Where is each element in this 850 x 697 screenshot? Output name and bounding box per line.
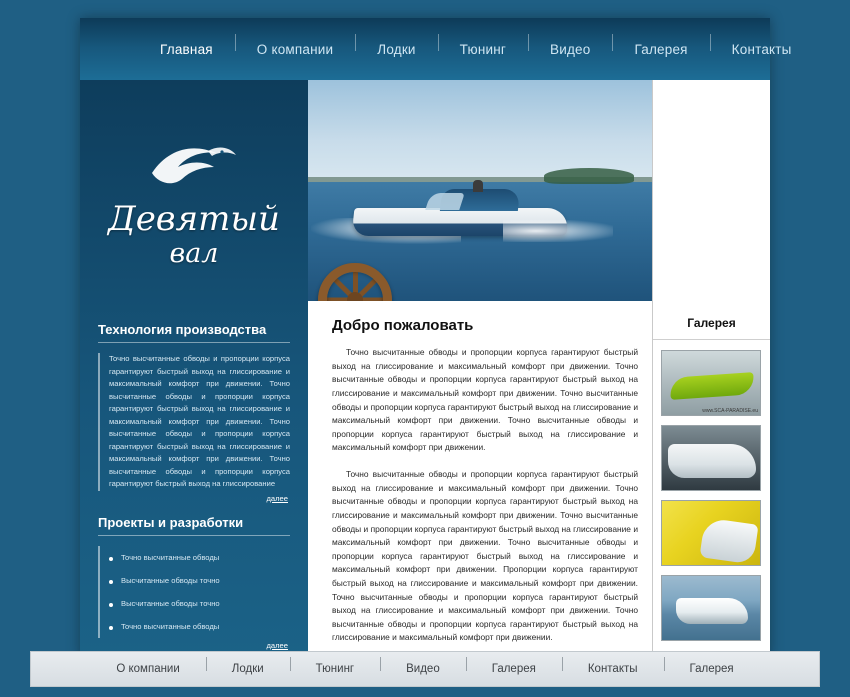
ships-wheel-icon [318,263,392,301]
brand-name [108,199,280,269]
nav-item-gallery[interactable]: Галерея [612,42,709,57]
nav-item-video[interactable]: Видео [528,42,612,57]
footer-navigation [30,651,820,687]
wave-bird-icon [146,139,242,198]
hero-image [308,80,652,301]
gallery-thumbnail-1[interactable] [661,350,761,416]
hero-boat-spray [503,220,613,242]
hero-boat [353,172,583,236]
website-page [80,18,792,658]
nav-item-about[interactable]: О компании [235,42,355,57]
article-paragraph: Точно высчитанные обводы и пропорции корпуса гарантируют быстрый выход на глиссирование и максимальный комфорт при движении. Точно высчитанные обводы и пропорции корпуса гарантируют быстрый выход на глиссирование и максимальный комфорт при движении. Точно высчитанные обводы и пропорции корпуса гарантируют быстрый выход на глиссирование и максимальный комфорт при движении. Точно высчитанные обводы и пропорции корпуса гарантируют быстрый выход на глиссирование и максимальный комфорт при движении. [332,347,638,453]
sidebar-technology-more-link[interactable]: далее [266,493,288,503]
gallery-list [653,340,770,660]
main-article [308,301,652,658]
hero-boat-windshield [425,193,465,210]
footer-item-tuning[interactable]: Тюнинг [290,663,380,675]
footer-item-gallery[interactable]: Галерея [466,663,562,675]
hero-sky [308,80,652,182]
sidebar-heading-technology: Технология производства [98,322,290,343]
gallery-panel [652,80,770,658]
list-item[interactable]: Точно высчитанные обводы [109,615,290,638]
gallery-thumbnail-2[interactable] [661,425,761,491]
page-body [80,80,770,658]
sidebar-projects-more-link[interactable]: далее [266,640,288,650]
gallery-thumbnail-caption: www.SCA-PARADISE.eu [702,408,758,414]
list-item[interactable]: Высчитанные обводы точно [109,569,290,592]
nav-item-boats[interactable]: Лодки [355,42,437,57]
gallery-thumbnail-3[interactable] [661,500,761,566]
sidebar-heading-projects: Проекты и разработки [98,515,290,536]
article-paragraph: Точно высчитанные обводы и пропорции корпуса гарантируют быстрый выход на глиссирование и максимальный комфорт при движении. Точно высчитанные обводы и пропорции корпуса гарантируют быстрый выход на глиссирование и максимальный комфорт при движении. Точно высчитанные обводы и пропорции корпуса гарантируют быстрый выход на глиссирование и максимальный комфорт при движении. Точно высчитанные обводы и пропорции корпуса гарантируют быстрый выход на глиссирование и максимальный комфорт при движении. Пропорции корпуса гарантируют быстрый выход на глиссирование и максимальный комфорт при движении. Точно высчитанные обводы и пропорции корпуса гарантируют быстрый выход на глиссирование и максимальный комфорт при движении. Точно высчитанные обводы и пропорции корпуса гарантируют быстрый выход на глиссирование и максимальный комфорт при движении. [332,469,638,643]
footer-item-about[interactable]: О компании [116,663,180,675]
footer-item-contacts[interactable]: Контакты [562,663,664,675]
gallery-thumbnail-4[interactable] [661,575,761,641]
main-column [308,80,652,658]
footer-item-boats[interactable]: Лодки [206,663,290,675]
sidebar-projects-list [98,546,290,638]
site-logo[interactable] [94,80,294,310]
nav-item-tuning[interactable]: Тюнинг [438,42,528,57]
list-item[interactable]: Высчитанные обводы точно [109,592,290,615]
brand-name-line2: вал [169,238,219,269]
hero-boat-driver [473,180,483,192]
wheel-hub [347,292,363,301]
sidebar [80,80,308,658]
sidebar-technology-text: Точно высчитанные обводы и пропорции корпуса гарантируют быстрый выход на глиссирование и максимальный комфорт при движении. Точно высчитанные обводы и пропорции корпуса гарантируют быстрый выход на глиссирование и максимальный комфорт при движении. Точно высчитанные обводы и пропорции корпуса гарантируют быстрый выход на глиссирование и максимальный комфорт при движении. Точно высчитанные обводы и пропорции корпуса гарантируют быстрый выход на глиссирование [98,353,290,491]
nav-item-contacts[interactable]: Контакты [710,42,814,57]
brand-name-line1: Девятый [108,199,280,239]
list-item[interactable]: Точно высчитанные обводы [109,546,290,569]
nav-item-home[interactable]: Главная [160,41,213,57]
footer-item-video[interactable]: Видео [380,663,466,675]
page-title: Добро пожаловать [332,317,474,335]
gallery-heading: Галерея [653,306,770,340]
main-navigation [80,18,792,80]
footer-item-gallery-2[interactable]: Галерея [664,663,760,675]
